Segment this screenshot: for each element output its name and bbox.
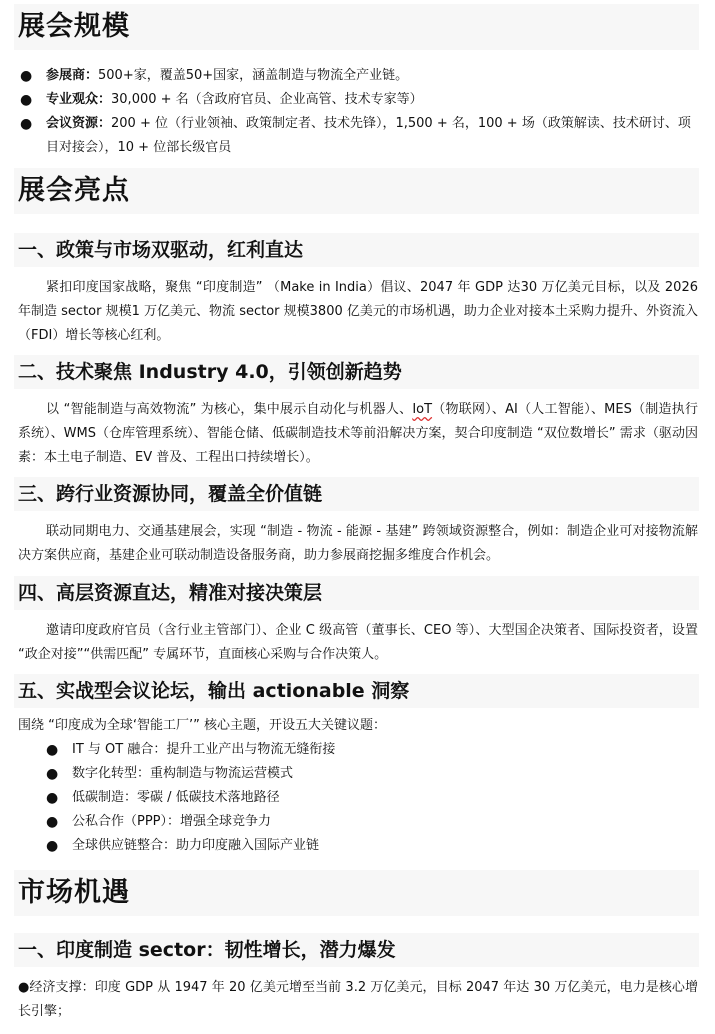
paragraph: 紧扣印度国家战略，聚焦 “印度制造” （Make in India）倡议、2047 年 GDP 达30 万亿美元目标，以及 2026 年制造 sector 规模1 万亿美元、物流 sector 规模3800 亿美元的市场机遇，助力企业对接本土采购力提升、外资流入（FDI）增长等核心红利。 xyxy=(18,280,698,343)
list-item: ● 低碳制造：零碳 / 低碳技术落地路径 xyxy=(42,786,692,810)
bullet-icon: ● xyxy=(46,766,59,782)
list-item: ● 专业观众：30,000 + 名（含政府官员、企业高管、技术专家等） xyxy=(18,88,702,112)
bullet-icon: ● xyxy=(20,68,33,84)
heading-scale: 展会规模 xyxy=(14,4,699,50)
paragraph: 邀请印度政府官员（含行业主管部门）、企业 C 级高管（董事长、CEO 等）、大型国企决策者、国际投资者，设置 “政企对接”“供需匹配” 专属环节，直面核心采购与合作决策人。 xyxy=(18,623,698,662)
list-item: ● 全球供应链整合：助力印度融入国际产业链 xyxy=(42,834,692,858)
paragraph: 以 “智能制造与高效物流” 为核心，集中展示自动化与机器人、IoT（物联网）、AI（人工智能）、MES（制造执行系统）、WMS（仓库管理系统）、智能仓储、低碳制造技术等前沿解决方案，契合印度制造 “双位数增长” 需求（驱动因素：本土电子制造、EV 普及、工程出口持续增长）。 xyxy=(18,402,698,465)
bullet-icon: ● xyxy=(46,742,59,758)
section-title: 一、印度制造 sector：韧性增长，潜力爆发 xyxy=(14,933,699,967)
paragraph: 围绕 “印度成为全球‘智能工厂’” 核心主题，开设五大关键议题： xyxy=(18,718,386,733)
list-item: ● 参展商：500+家，覆盖50+国家，涵盖制造与物流全产业链。 xyxy=(18,64,702,88)
bullet-icon: ● xyxy=(46,790,59,806)
list-item: ● IT 与 OT 融合：提升工业产出与物流无缝衔接 xyxy=(42,738,692,762)
bullet-icon: ● xyxy=(20,92,33,108)
paragraph: 联动同期电力、交通基建展会，实现 “制造 - 物流 - 能源 - 基建” 跨领域资源整合，例如：制造企业可对接物流解决方案供应商，基建企业可联动制造设备服务商，助力参展商挖掘多维度合作机会。 xyxy=(18,524,698,563)
bullet-icon: ● xyxy=(46,838,59,854)
section-title: 二、技术聚焦 Industry 4.0，引领创新趋势 xyxy=(14,355,699,389)
bullet-icon: ● xyxy=(46,814,59,830)
section-title: 一、政策与市场双驱动，红利直达 xyxy=(14,233,699,267)
section-title: 五、实战型会议论坛，输出 actionable 洞察 xyxy=(14,674,699,708)
list-item: ● 公私合作（PPP）：增强全球竞争力 xyxy=(42,810,692,834)
paragraph: ●经济支撑：印度 GDP 从 1947 年 20 亿美元增至当前 3.2 万亿美元，目标 2047 年达 30 万亿美元，电力是核心增长引擎； xyxy=(18,980,698,1019)
list-item: ● 会议资源：200 + 位（行业领袖、政策制定者、技术先锋），1,500 + 名，100 + 场（政策解读、技术研讨、项目对接会），10 + 位部长级官员 xyxy=(18,112,702,160)
list-item: ● 数字化转型：重构制造与物流运营模式 xyxy=(42,762,692,786)
heading-market: 市场机遇 xyxy=(14,870,699,916)
section-title: 三、跨行业资源协同，覆盖全价值链 xyxy=(14,477,699,511)
heading-highlights: 展会亮点 xyxy=(14,168,699,214)
bullet-icon: ● xyxy=(20,116,33,132)
section-title: 四、高层资源直达，精准对接决策层 xyxy=(14,576,699,610)
